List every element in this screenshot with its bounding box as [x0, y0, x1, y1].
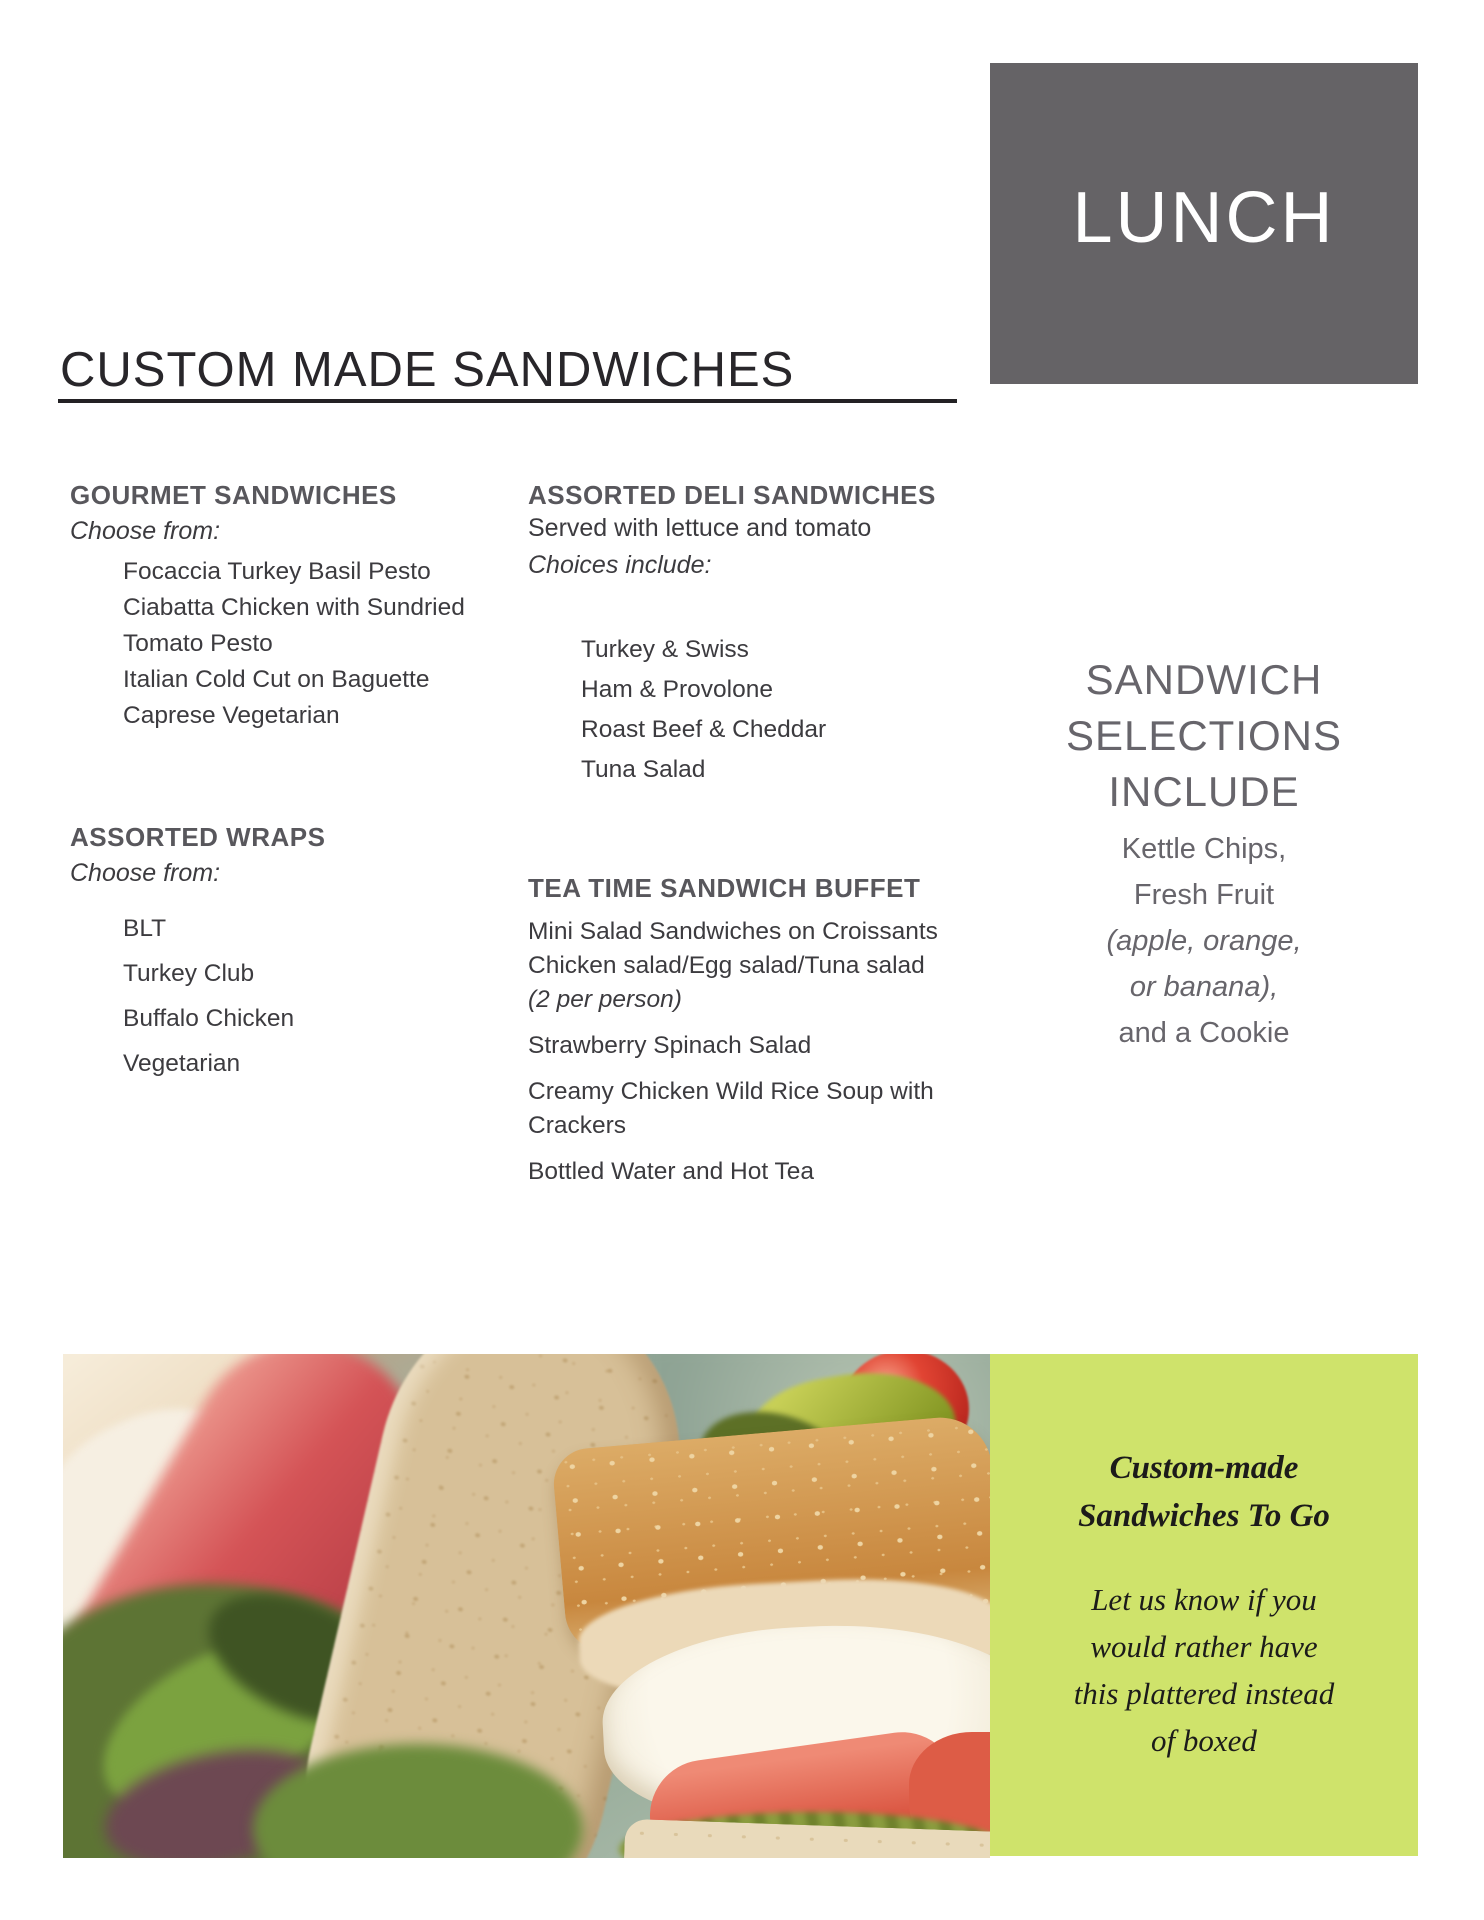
callout-body-line: would rather have [1090, 1629, 1318, 1664]
menu-item-list [70, 554, 510, 734]
menu-item [123, 590, 510, 662]
menu-item-list [528, 630, 968, 790]
section-heading: TEA TIME SANDWICH BUFFET [528, 873, 921, 903]
callout-body-line: Let us know if you [1091, 1582, 1317, 1617]
menu-item-line: Strawberry Spinach Salad [528, 1032, 812, 1059]
menu-item-line: BLT [123, 915, 167, 942]
sandwich-photo [63, 1354, 990, 1858]
section-assorted-deli-sandwiches [528, 480, 968, 790]
menu-item-line: Chicken salad/Egg salad/Tuna salad [528, 952, 925, 979]
panel-line: Kettle Chips, [1121, 833, 1287, 865]
menu-item-line: Tomato Pesto [123, 630, 273, 657]
menu-item-line: Tuna Salad [581, 756, 706, 783]
menu-item [123, 698, 510, 734]
section-heading: GOURMET SANDWICHES [70, 480, 397, 510]
section-intro: Choose from: [70, 859, 221, 887]
menu-item-line: Bottled Water and Hot Tea [528, 1158, 814, 1185]
panel-body [1024, 826, 1384, 1056]
callout-body [990, 1576, 1418, 1764]
callout-title [990, 1444, 1418, 1540]
menu-item-line: Crackers [528, 1112, 627, 1139]
panel-line: or banana), [1129, 971, 1279, 1003]
title-underline [58, 399, 957, 403]
section-intro: Choices include: [528, 551, 712, 579]
section-gourmet-sandwiches [70, 480, 510, 734]
panel-line: (apple, orange, [1106, 925, 1302, 957]
menu-item-line: Italian Cold Cut on Baguette [123, 666, 430, 693]
panel-line: and a Cookie [1118, 1017, 1290, 1049]
section-subheading: Served with lettuce and tomato [528, 514, 872, 542]
menu-item-line: Buffalo Chicken [123, 1005, 295, 1032]
lunch-banner-label: LUNCH [1072, 177, 1336, 258]
panel-heading-line: SELECTIONS [1065, 712, 1343, 759]
section-heading: ASSORTED WRAPS [70, 822, 326, 852]
menu-item-line: Turkey Club [123, 960, 255, 987]
section-heading: ASSORTED DELI SANDWICHES [528, 480, 936, 510]
menu-item-list [70, 906, 510, 1086]
section-intro: Choose from: [70, 517, 221, 545]
to-go-callout [990, 1354, 1418, 1856]
menu-item-list [528, 915, 968, 1189]
menu-item [123, 662, 510, 698]
lunch-banner [990, 63, 1418, 384]
menu-item [528, 1075, 968, 1143]
menu-item-line: Mini Salad Sandwiches on Croissants [528, 918, 938, 945]
menu-item [123, 554, 510, 590]
page-title: CUSTOM MADE SANDWICHES [60, 343, 795, 397]
menu-item-line: Turkey & Swiss [581, 636, 749, 663]
menu-item-line: Vegetarian [123, 1050, 241, 1077]
menu-item [528, 1155, 968, 1189]
callout-body-line: this plattered instead [1073, 1676, 1335, 1711]
section-assorted-wraps [70, 822, 510, 1086]
callout-body-line: of boxed [1151, 1723, 1257, 1758]
menu-item-note: (2 per person) [528, 986, 682, 1013]
menu-item-line: Ham & Provolone [581, 676, 774, 703]
menu-item-line: Ciabatta Chicken with Sundried [123, 594, 465, 621]
panel-heading-line: INCLUDE [1108, 768, 1300, 815]
sandwich-selections-panel [1024, 652, 1384, 1056]
menu-item-line: Caprese Vegetarian [123, 702, 340, 729]
menu-item-line: Creamy Chicken Wild Rice Soup with [528, 1078, 934, 1105]
section-tea-time-buffet [528, 873, 968, 1201]
panel-line: Fresh Fruit [1133, 879, 1275, 911]
menu-item [528, 915, 968, 1017]
callout-title-line: Sandwiches To Go [1078, 1498, 1330, 1534]
menu-item-line: Focaccia Turkey Basil Pesto [123, 558, 431, 585]
callout-title-line: Custom-made [1109, 1450, 1299, 1486]
menu-item-line: Roast Beef & Cheddar [581, 716, 827, 743]
menu-item [528, 1029, 968, 1063]
panel-heading-line: SANDWICH [1085, 656, 1323, 703]
